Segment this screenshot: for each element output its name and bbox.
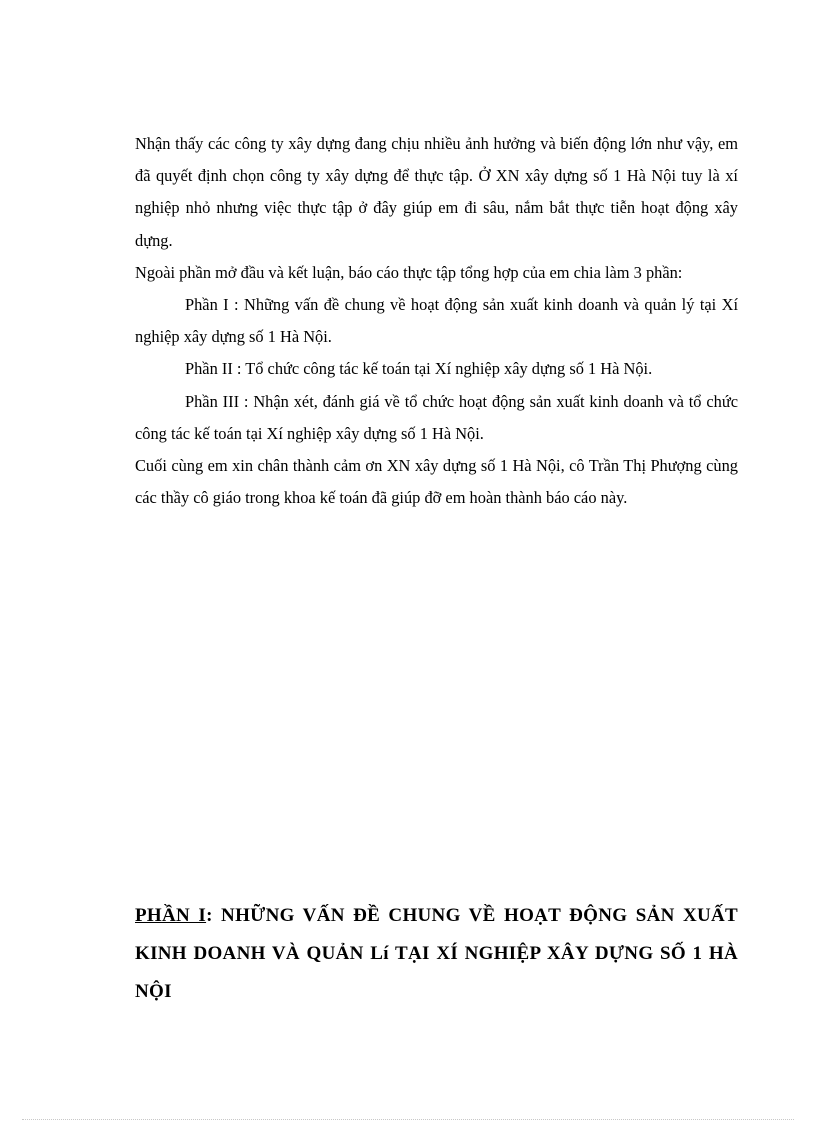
page-bottom-rule bbox=[22, 1119, 794, 1120]
paragraph-part-1: Phần I : Những vấn đề chung về hoạt động sản xuất kinh doanh và quản lý tại Xí nghiệp xây dựng số 1 Hà Nội. bbox=[135, 295, 738, 347]
paragraph-structure: Ngoài phần mở đầu và kết luận, báo cáo thực tập tổng hợp của em chia làm 3 phần: bbox=[135, 262, 683, 282]
body-text bbox=[135, 128, 738, 514]
paragraph-part-2: Phần II : Tổ chức công tác kế toán tại Xí nghiệp xây dựng số 1 Hà Nội. bbox=[185, 359, 653, 379]
section-heading bbox=[135, 897, 738, 1011]
paragraph-thanks: Cuối cùng em xin chân thành cảm ơn XN xây dựng số 1 Hà Nội, cô Trần Thị Phượng cùng các thầy cô giáo trong khoa kế toán đã giúp đỡ em hoàn thành báo cáo này. bbox=[135, 456, 738, 508]
paragraph-intro: Nhận thấy các công ty xây dựng đang chịu nhiều ảnh hưởng và biến động lớn như vậy, em đã quyết định chọn công ty xây dựng để thực tập. Ở XN xây dựng số 1 Hà Nội tuy là xí nghiệp nhỏ nhưng việc thực tập ở đây giúp em đi sâu, nắm bắt thực tiễn hoạt động xây dựng. bbox=[135, 134, 738, 250]
paragraph-part-3: Phần III : Nhận xét, đánh giá về tổ chức hoạt động sản xuất kinh doanh và tổ chức công tác kế toán tại Xí nghiệp xây dựng số 1 Hà Nội. bbox=[135, 391, 738, 443]
section-heading-text: : NHỮNG VẤN ĐỀ CHUNG VỀ HOẠT ĐỘNG SẢN XUẤT KINH DOANH VÀ QUẢN Lí TẠI XÍ NGHIỆP XÂY DỰNG SỐ 1 HÀ NỘI bbox=[135, 905, 738, 1002]
section-heading-label: PHẦN I bbox=[135, 905, 207, 926]
